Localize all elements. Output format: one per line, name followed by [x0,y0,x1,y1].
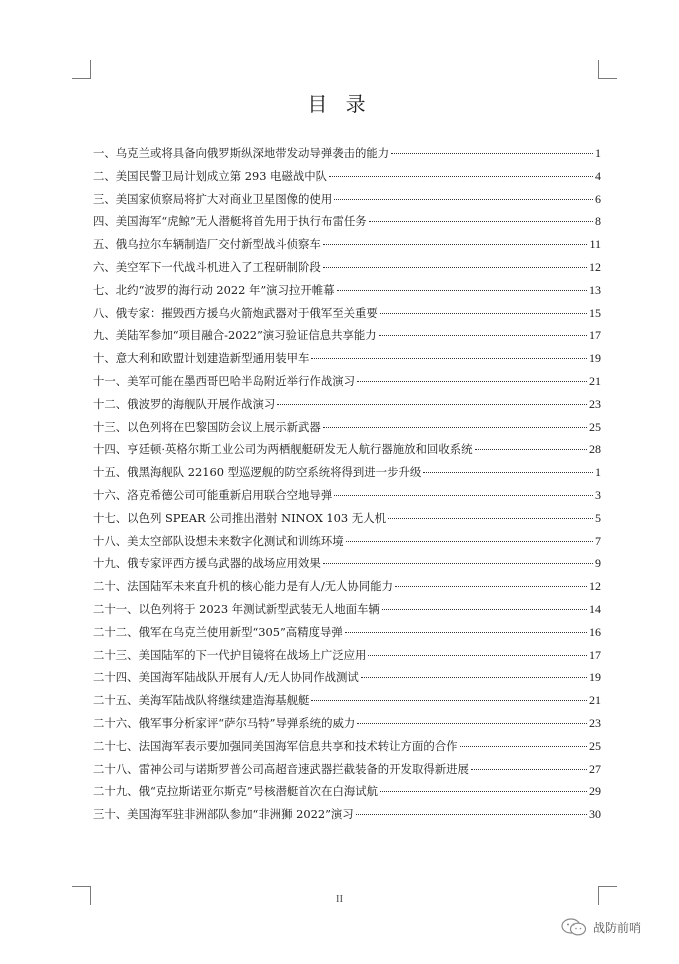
toc-entry-title: 二十四、美国海军陆战队开展有人/无人协同作战测试 [93,670,359,685]
toc-leader-dots [379,335,587,336]
toc-leader-dots [460,746,587,747]
toc-entry-page: 7 [595,533,601,548]
toc-entry-title: 二十五、美海军陆战队将继续建造海基舰艇 [93,693,310,708]
toc-entry-page: 15 [589,305,601,320]
toc-leader-dots [345,632,587,633]
toc-entry[interactable] [93,350,601,373]
toc-leader-dots [357,723,587,724]
toc-entry-page: 5 [595,510,601,525]
toc-entry[interactable] [93,533,601,556]
toc-entry-title: 十三、以色列将在巴黎国防会议上展示新武器 [93,419,321,434]
toc-entry-title: 十八、美太空部队设想未来数字化测试和训练环境 [93,533,344,548]
toc-entry[interactable] [93,305,601,328]
toc-leader-dots [311,700,587,701]
toc-entry-title: 十五、俄黑海舰队 22160 型巡逻舰的防空系统将得到进一步升级 [93,465,422,480]
toc-entry-page: 9 [595,556,601,571]
toc-entry-title: 九、美陆军参加“项目融合-2022”演习验证信息共享能力 [93,328,377,343]
toc-entry-page: 11 [589,237,601,252]
toc-entry-page: 17 [589,328,601,343]
toc-entry-page: 25 [589,738,601,753]
toc-entry-title: 七、北约“波罗的海行动 2022 年”演习拉开帷幕 [93,282,335,297]
toc-entry[interactable] [93,259,601,282]
crop-mark-top-right [598,60,617,79]
toc-entry[interactable] [93,669,601,692]
toc-leader-dots [311,358,587,359]
toc-entry-title: 三、美国家侦察局将扩大对商业卫星图像的使用 [93,191,333,206]
toc-leader-dots [369,221,593,222]
toc-entry-page: 30 [589,807,601,822]
toc-leader-dots [382,609,587,610]
toc-entry-title: 二十八、雷神公司与诺斯罗普公司高超音速武器拦截装备的开发取得新进展 [93,761,469,776]
wechat-icon [561,918,587,936]
toc-leader-dots [380,791,587,792]
toc-entry-title: 二十二、俄军在乌克兰使用新型“305”高精度导弹 [93,624,343,639]
watermark-text: 战防前哨 [593,920,642,935]
toc-entry[interactable] [93,282,601,305]
toc-entry[interactable] [93,806,601,829]
toc-entry[interactable] [93,761,601,784]
toc-entry-page: 12 [589,259,601,274]
toc-entry[interactable] [93,213,601,236]
toc-leader-dots [323,267,587,268]
toc-leader-dots [334,495,593,496]
toc-entry-title: 十、意大利和欧盟计划建造新型通用装甲车 [93,351,310,366]
table-of-contents [93,145,601,829]
crop-mark-top-left [72,60,91,79]
toc-entry-title: 二十九、俄“克拉斯诺亚尔斯克”号核潜艇首次在白海试航 [93,784,379,799]
toc-entry-title: 四、美国海军“虎鲸”无人潜艇将首先用于执行布雷任务 [93,214,367,229]
toc-entry-page: 14 [589,601,601,616]
toc-leader-dots [380,313,587,314]
watermark [561,918,641,936]
toc-leader-dots [423,472,593,473]
toc-entry-title: 十一、美军可能在墨西哥巴哈半岛附近举行作战演习 [93,373,355,388]
toc-entry-page: 23 [589,715,601,730]
toc-entry-page: 4 [595,168,601,183]
toc-entry-title: 六、美空军下一代战斗机进入了工程研制阶段 [93,259,321,274]
toc-entry-page: 27 [589,761,601,776]
toc-leader-dots [329,176,593,177]
toc-entry[interactable] [93,692,601,715]
toc-entry-title: 十四、亨廷顿·英格尔斯工业公司为两栖舰艇研发无人航行器施放和回收系统 [93,442,473,457]
toc-entry-page: 25 [589,419,601,434]
toc-entry-title: 二十七、法国海军表示要加强同美国海军信息共享和技术转让方面的合作 [93,738,458,753]
toc-entry[interactable] [93,236,601,259]
toc-leader-dots [388,518,593,519]
toc-leader-dots [395,586,587,587]
toc-leader-dots [361,677,587,678]
toc-entry-title: 十七、以色列 SPEAR 公司推出潜射 NINOX 103 无人机 [93,510,386,525]
toc-leader-dots [277,404,587,405]
toc-leader-dots [334,199,593,200]
toc-entry-page: 6 [595,191,601,206]
toc-entry-page: 29 [589,784,601,799]
toc-entry-page: 28 [589,442,601,457]
toc-entry[interactable] [93,510,601,533]
toc-leader-dots [337,290,587,291]
toc-entry-page: 13 [589,282,601,297]
toc-entry-page: 12 [589,579,601,594]
toc-leader-dots [475,449,587,450]
toc-entry[interactable] [93,396,601,419]
toc-entry-page: 3 [595,487,601,502]
toc-entry[interactable] [93,555,601,578]
toc-entry-title: 十九、俄专家评西方援乌武器的战场应用效果 [93,556,321,571]
toc-entry[interactable] [93,168,601,191]
toc-entry-page: 1 [595,465,601,480]
toc-entry-page: 21 [589,373,601,388]
toc-entry[interactable] [93,624,601,647]
toc-entry-title: 二十一、以色列将于 2023 年测试新型武装无人地面车辆 [93,601,380,616]
toc-entry-page: 8 [595,214,601,229]
toc-entry[interactable] [93,441,601,464]
toc-entry[interactable] [93,145,601,168]
toc-entry-page: 1 [595,146,601,160]
toc-leader-dots [323,427,587,428]
toc-entry[interactable] [93,327,601,350]
toc-entry[interactable] [93,487,601,510]
toc-entry-page: 17 [589,647,601,662]
toc-leader-dots [323,244,588,245]
page-number: II [335,893,344,905]
toc-leader-dots [356,814,587,815]
toc-entry-title: 二十、法国陆军未来直升机的核心能力是有人/无人协同能力 [93,579,393,594]
toc-entry[interactable] [93,647,601,670]
toc-entry-title: 二、美国民警卫局计划成立第 293 电磁战中队 [93,168,328,183]
toc-entry-page: 21 [589,693,601,708]
toc-entry-title: 二十三、美国陆军的下一代护目镜将在战场上广泛应用 [93,647,367,662]
toc-entry-title: 五、俄乌拉尔车辆制造厂交付新型战斗侦察车 [93,237,321,252]
toc-entry-title: 二十六、俄军事分析家评“萨尔马特”导弹系统的威力 [93,715,356,730]
toc-entry[interactable] [93,783,601,806]
toc-entry[interactable] [93,191,601,214]
page-title: 目 录 [307,92,372,116]
toc-entry-title: 三十、美国海军驻非洲部队参加“非洲狮 2022”演习 [93,807,354,822]
toc-entry-page: 19 [589,670,601,685]
toc-entry[interactable] [93,738,601,761]
toc-leader-dots [346,541,593,542]
toc-leader-dots [357,381,587,382]
toc-entry[interactable] [93,464,601,487]
toc-entry-page: 19 [589,351,601,366]
toc-leader-dots [368,655,587,656]
toc-entry[interactable] [93,373,601,396]
toc-leader-dots [471,769,587,770]
toc-entry-page: 16 [589,624,601,639]
toc-entry[interactable] [93,419,601,442]
toc-entry-title: 十六、洛克希德公司可能重新启用联合空地导弹 [93,487,333,502]
toc-leader-dots [391,153,593,154]
toc-entry[interactable] [93,715,601,738]
toc-entry-page: 23 [589,396,601,411]
toc-entry-title: 八、俄专家：摧毁西方援乌火箭炮武器对于俄军至关重要 [93,305,378,320]
toc-entry-title: 一、乌克兰或将具备向俄罗斯纵深地带发动导弹袭击的能力 [93,146,390,160]
toc-entry[interactable] [93,601,601,624]
toc-leader-dots [323,563,593,564]
toc-entry[interactable] [93,578,601,601]
toc-entry-title: 十二、俄波罗的海舰队开展作战演习 [93,396,276,411]
